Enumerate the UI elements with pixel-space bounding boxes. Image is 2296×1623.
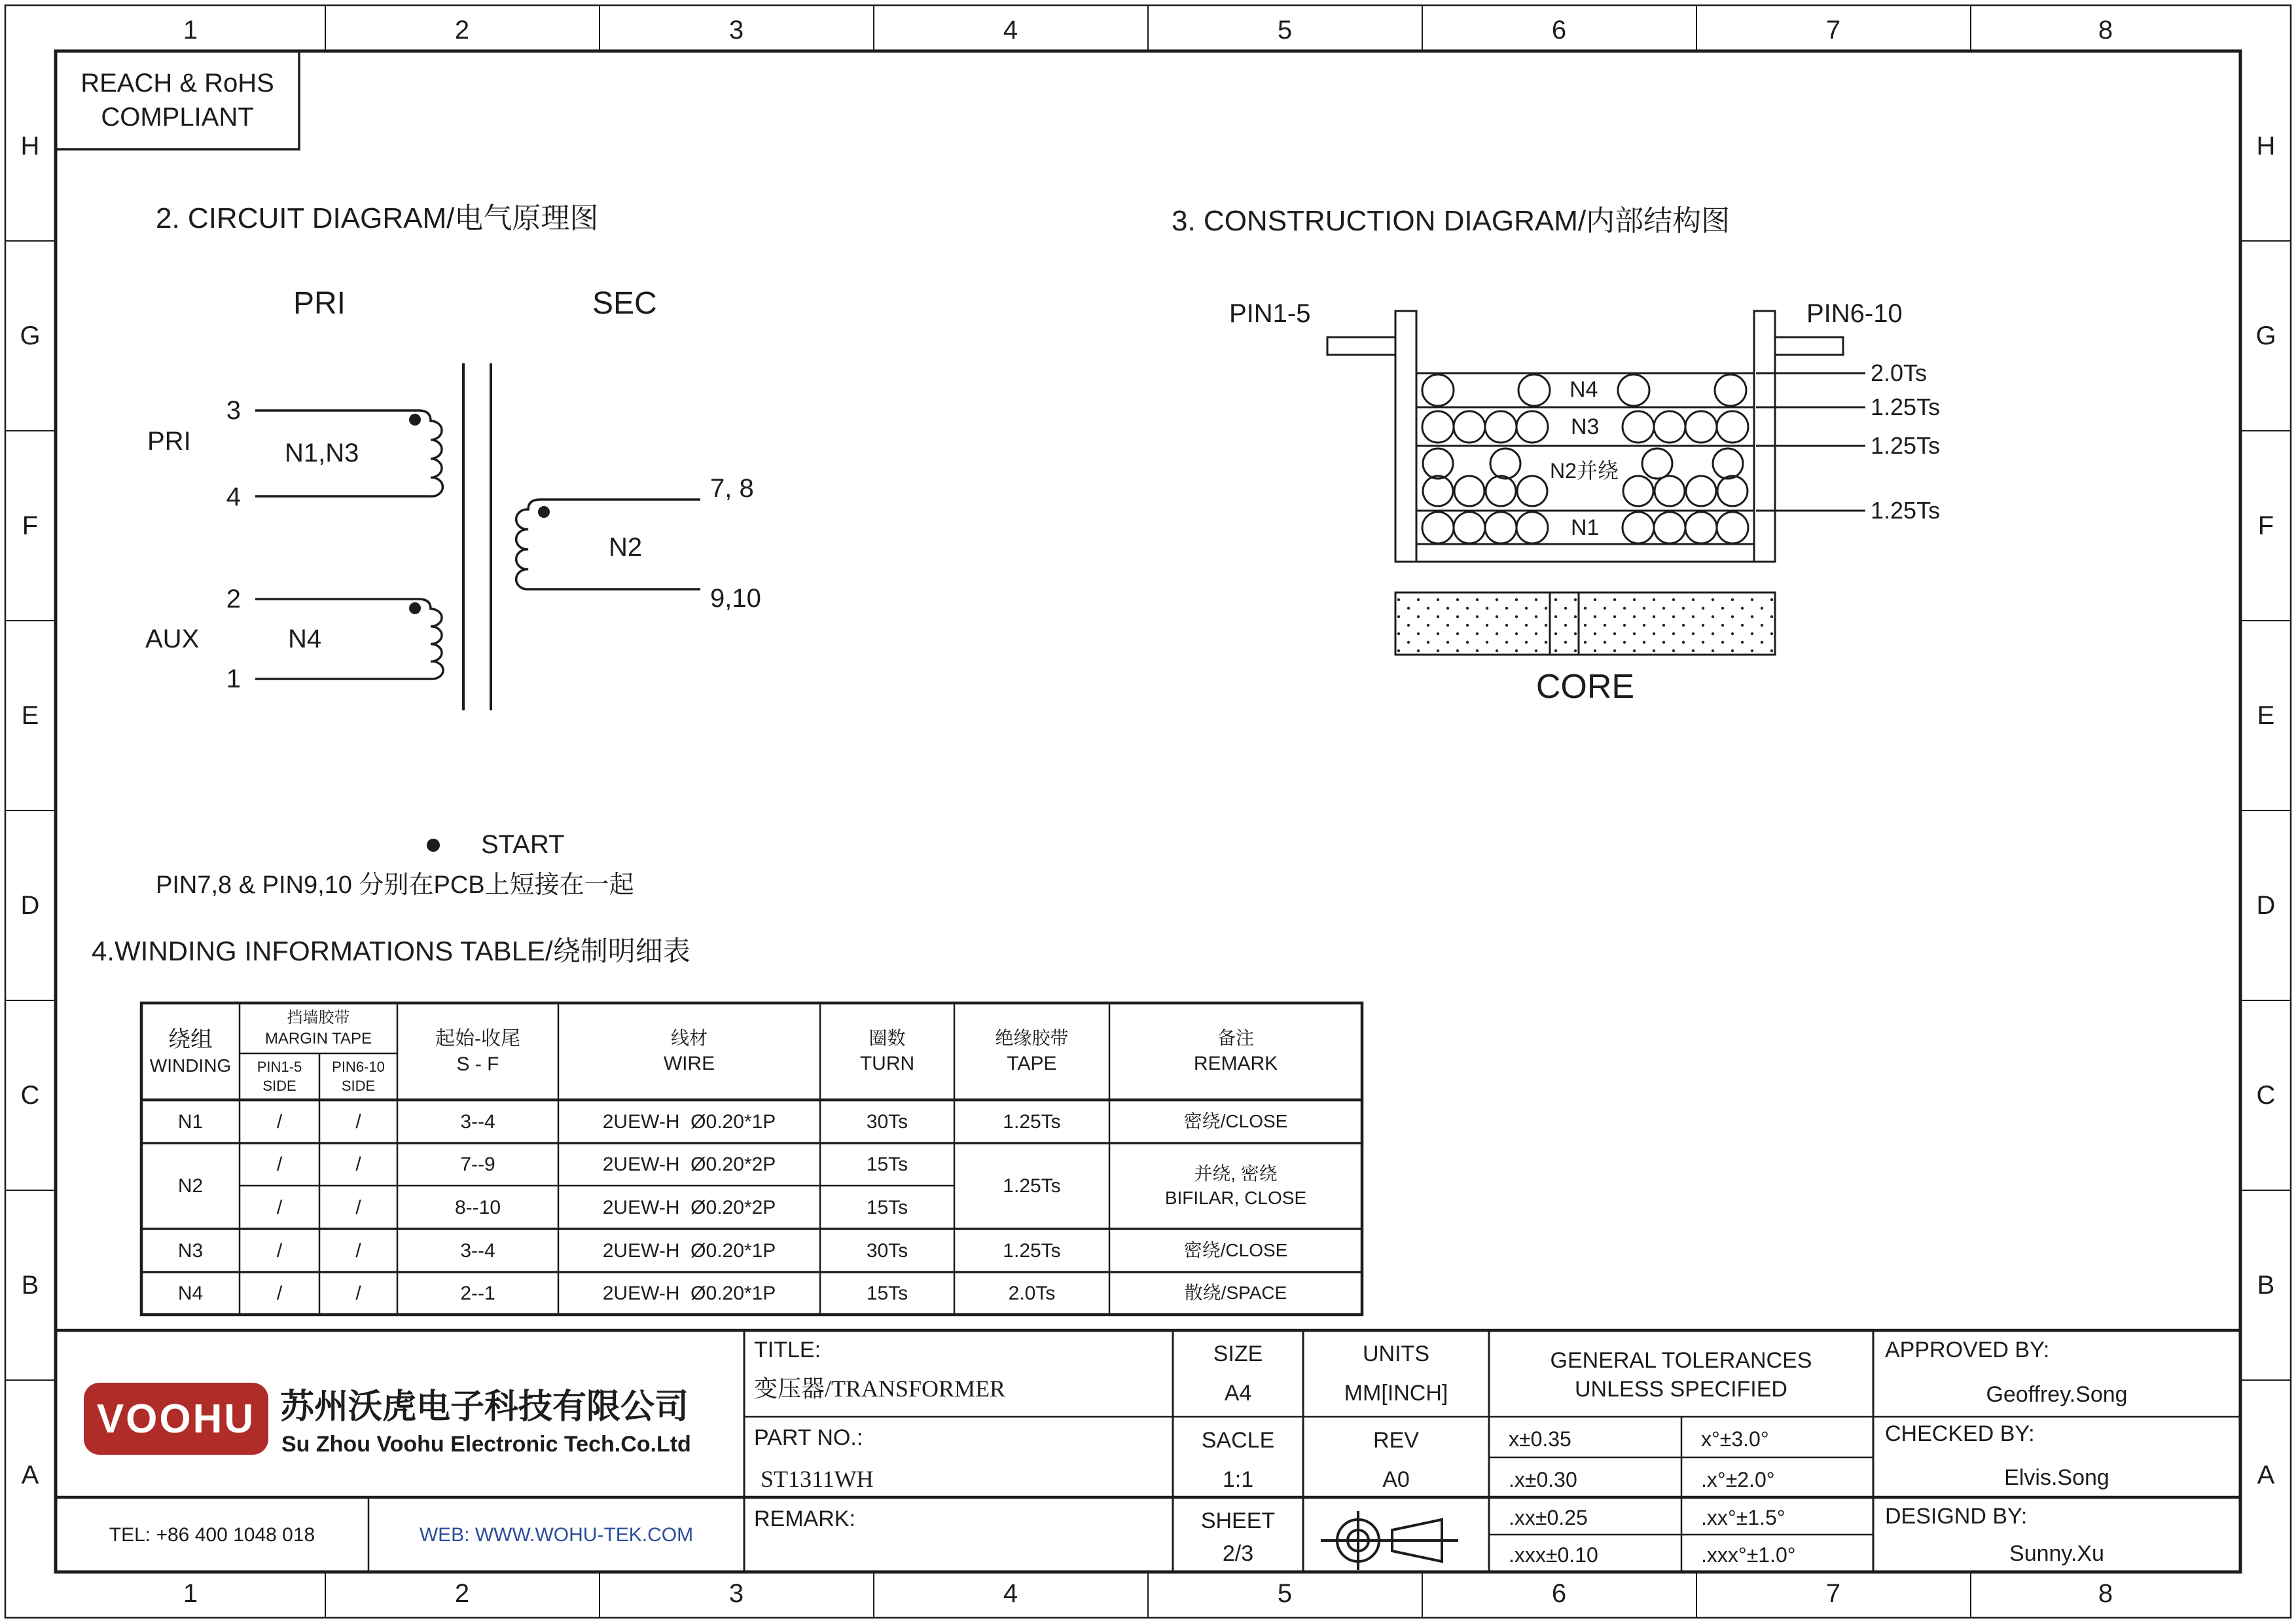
sheet-value: 2/3	[1222, 1541, 1254, 1566]
tolerance-header	[1489, 1336, 1873, 1414]
tol-x1-lin: .x±0.30	[1509, 1468, 1577, 1491]
size-label: SIZE	[1213, 1341, 1263, 1366]
zone-row-d-left: D	[20, 891, 40, 920]
cell-n4-winding: N4	[177, 1283, 204, 1304]
zone-col-2-bottom: 2	[454, 1579, 470, 1608]
th-pin610-l2: SIDE	[341, 1077, 376, 1094]
cell-n2a-sf: 7--9	[460, 1154, 495, 1175]
cell-n1-m610: /	[355, 1110, 361, 1133]
cell-n2-winding: N2	[177, 1175, 204, 1197]
cell-n1-m15: /	[276, 1110, 283, 1133]
zone-col-5-bottom: 5	[1277, 1579, 1293, 1608]
th-margin-tape	[240, 1003, 397, 1053]
cell-n2-remark-en: BIFILAR, CLOSE	[1164, 1187, 1307, 1208]
zone-col-8-bottom: 8	[2098, 1579, 2113, 1608]
zone-row-d-right: D	[2256, 891, 2276, 920]
circuit-sec-header: SEC	[592, 286, 657, 321]
th-tape-cn: 绝缘胶带	[995, 1028, 1069, 1049]
tape-n3n2-label: 1.25Ts	[1871, 432, 1941, 459]
sec-winding-name: N2	[609, 533, 643, 562]
cell-n3-m610: /	[355, 1239, 361, 1262]
compliance-line2: COMPLIANT	[101, 103, 254, 132]
circuit-pri-header: PRI	[293, 286, 346, 321]
zone-row-b-right: B	[2257, 1271, 2275, 1300]
web-cell[interactable]: WEB: WWW.WOHU-TEK.COM	[419, 1523, 694, 1546]
cell-n1-turn: 30Ts	[866, 1110, 908, 1133]
th-sf-en: S - F	[456, 1053, 499, 1075]
th-margin-cn: 挡墙胶带	[287, 1009, 350, 1027]
th-remark-cn: 备注	[1217, 1028, 1254, 1049]
compliance-box	[56, 51, 299, 149]
zone-col-8-top: 8	[2098, 16, 2113, 45]
th-pin610-side	[319, 1053, 397, 1100]
rev-value: A0	[1382, 1467, 1410, 1492]
th-pin15-l1: PIN1-5	[257, 1058, 302, 1075]
zone-row-f-right: F	[2257, 511, 2274, 540]
th-wire-cn: 线材	[670, 1028, 708, 1049]
zone-row-f-left: F	[22, 511, 39, 540]
polarity-dots	[409, 414, 550, 852]
core-label: CORE	[1535, 668, 1635, 706]
voohu-logo	[84, 1383, 268, 1455]
tol-x2-ang: .xx°±1.5°	[1701, 1506, 1785, 1529]
cell-n2b-turn: 15Ts	[866, 1196, 908, 1218]
zone-col-6-top: 6	[1551, 16, 1567, 45]
th-tape-en: TAPE	[1007, 1052, 1057, 1074]
cell-n1-tape: 1.25Ts	[1003, 1110, 1061, 1133]
cell-n2-remark	[1109, 1143, 1362, 1229]
cell-n2a-m15: /	[276, 1154, 283, 1175]
cell-n1-winding: N1	[177, 1110, 204, 1133]
cell-n4-turn: 15Ts	[866, 1283, 908, 1304]
th-sf	[397, 1003, 558, 1100]
zone-col-5-top: 5	[1277, 16, 1293, 45]
tolerance-header-l2: UNLESS SPECIFIED	[1575, 1377, 1787, 1402]
tolerance-header-l1: GENERAL TOLERANCES	[1550, 1347, 1812, 1373]
rev-label: REV	[1373, 1427, 1419, 1453]
designed-by-value: Sunny.Xu	[2009, 1541, 2104, 1566]
cell-n4-m610: /	[355, 1283, 361, 1304]
tape-n4n3-label: 1.25Ts	[1871, 393, 1941, 420]
tel-cell: TEL: +86 400 1048 018	[109, 1523, 315, 1546]
th-winding-cn: 绕组	[168, 1027, 213, 1052]
th-wire-en: WIRE	[663, 1052, 715, 1074]
title-label: TITLE:	[754, 1338, 821, 1362]
cell-n1-remark: 密绕/CLOSE	[1183, 1110, 1288, 1131]
cell-n4-remark: 散绕/SPACE	[1184, 1283, 1287, 1304]
cell-n3-remark: 密绕/CLOSE	[1183, 1239, 1288, 1260]
cell-n1-sf: 3--4	[460, 1110, 495, 1133]
tape-top-label: 2.0Ts	[1871, 359, 1928, 386]
table-section-title: 4.WINDING INFORMATIONS TABLE/绕制明细表	[92, 936, 691, 966]
checked-by-value: Elvis.Song	[2004, 1465, 2109, 1490]
cell-n1-wire: 2UEW-H Ø0.20*1P	[602, 1110, 776, 1133]
zone-row-e-right: E	[2257, 701, 2275, 730]
zone-row-c-right: C	[2256, 1081, 2276, 1110]
pin-4-label: 4	[226, 483, 241, 511]
zone-col-6-bottom: 6	[1551, 1579, 1567, 1608]
checked-by-label: CHECKED BY:	[1885, 1421, 2035, 1446]
th-sf-cn: 起始-收尾	[435, 1028, 520, 1049]
cell-n3-winding: N3	[177, 1239, 204, 1262]
th-turn	[820, 1003, 954, 1100]
aux-group-label: AUX	[145, 625, 200, 653]
cell-n2a-turn: 15Ts	[866, 1154, 908, 1175]
th-turn-en: TURN	[859, 1052, 915, 1074]
pin1-5-label: PIN1-5	[1229, 299, 1311, 328]
layer-n4-label: N4	[1570, 377, 1598, 402]
cell-n2a-wire: 2UEW-H Ø0.20*2P	[602, 1154, 776, 1175]
cell-n4-tape: 2.0Ts	[1008, 1283, 1056, 1304]
voohu-logo-text: VOOHU	[96, 1396, 256, 1442]
zone-col-7-bottom: 7	[1825, 1579, 1841, 1608]
cell-n3-sf: 3--4	[460, 1239, 495, 1262]
units-value: MM[INCH]	[1344, 1380, 1448, 1406]
scale-value: 1:1	[1222, 1467, 1254, 1492]
cell-n2b-wire: 2UEW-H Ø0.20*2P	[602, 1196, 776, 1218]
company-name-cn: 苏州沃虎电子科技有限公司	[280, 1388, 689, 1426]
cell-n4-m15: /	[276, 1283, 283, 1304]
zone-ticks	[5, 5, 2291, 1618]
pri-group-label: PRI	[147, 427, 191, 456]
remark-label: REMARK:	[754, 1506, 855, 1531]
zone-col-2-top: 2	[454, 16, 470, 45]
zone-col-7-top: 7	[1825, 16, 1841, 45]
pin-3-label: 3	[226, 396, 241, 425]
tol-x3-ang: .xxx°±1.0°	[1701, 1543, 1796, 1567]
zone-row-a-right: A	[2257, 1461, 2275, 1489]
circuit-section-title: 2. CIRCUIT DIAGRAM/电气原理图	[156, 202, 599, 234]
zone-col-3-bottom: 3	[728, 1579, 744, 1608]
zone-row-h-right: H	[2256, 132, 2276, 160]
tol-x3-lin: .xxx±0.10	[1509, 1543, 1598, 1567]
aux-winding-name: N4	[288, 625, 322, 653]
cell-n2b-m610: /	[355, 1196, 361, 1218]
cell-n2-tape: 1.25Ts	[1003, 1175, 1061, 1197]
layer-n2-label: N2并绕	[1550, 459, 1619, 483]
zone-row-g-left: G	[20, 321, 41, 350]
zone-col-4-top: 4	[1003, 16, 1018, 45]
cell-n3-turn: 30Ts	[866, 1239, 908, 1262]
units-label: UNITS	[1363, 1341, 1429, 1366]
layer-n3-label: N3	[1571, 414, 1600, 439]
tol-x-lin: x±0.35	[1509, 1427, 1571, 1451]
cell-n4-wire: 2UEW-H Ø0.20*1P	[602, 1283, 776, 1304]
layer-n1-label: N1	[1571, 515, 1600, 540]
tol-x1-ang: .x°±2.0°	[1701, 1468, 1775, 1491]
cell-n3-tape: 1.25Ts	[1003, 1239, 1061, 1262]
th-winding-en: WINDING	[149, 1055, 232, 1076]
title-value: 变压器/TRANSFORMER	[754, 1376, 1006, 1402]
th-margin-en: MARGIN TAPE	[264, 1029, 372, 1048]
construction-section-title: 3. CONSTRUCTION DIAGRAM/内部结构图	[1172, 205, 1731, 237]
zone-row-e-left: E	[21, 701, 39, 730]
zone-col-1-bottom: 1	[183, 1579, 198, 1608]
size-value: A4	[1224, 1380, 1252, 1406]
th-remark-en: REMARK	[1193, 1052, 1278, 1074]
th-pin610-l1: PIN6-10	[332, 1058, 385, 1075]
cell-n3-m15: /	[276, 1239, 283, 1262]
cell-n2b-m15: /	[276, 1196, 283, 1218]
company-name-en: Su Zhou Voohu Electronic Tech.Co.Ltd	[281, 1432, 691, 1457]
th-winding	[141, 1003, 240, 1100]
compliance-line1: REACH & RoHS	[81, 69, 274, 98]
zone-row-h-left: H	[20, 132, 40, 160]
th-tape	[954, 1003, 1109, 1100]
pin-910-label: 9,10	[710, 584, 761, 613]
approved-by-label: APPROVED BY:	[1885, 1338, 2050, 1362]
part-no-value: ST1311WH	[761, 1466, 874, 1492]
th-wire	[558, 1003, 820, 1100]
circuit-note: PIN7,8 & PIN9,10 分别在PCB上短接在一起	[156, 871, 634, 899]
th-remark	[1109, 1003, 1362, 1100]
tape-n2n1-label: 1.25Ts	[1871, 497, 1941, 524]
pin6-10-label: PIN6-10	[1806, 299, 1903, 328]
pin-78-label: 7, 8	[710, 474, 754, 503]
outer-border	[5, 5, 2291, 1618]
cell-n2a-m610: /	[355, 1154, 361, 1175]
cell-n4-sf: 2--1	[460, 1283, 495, 1304]
start-legend-label: START	[481, 830, 565, 859]
th-pin15-l2: SIDE	[262, 1077, 296, 1094]
sheet-label: SHEET	[1200, 1508, 1276, 1533]
cell-n2b-sf: 8--10	[454, 1196, 501, 1218]
zone-row-c-left: C	[20, 1081, 40, 1110]
part-no-label: PART NO.:	[754, 1425, 863, 1450]
pin-1-label: 1	[226, 665, 241, 693]
cell-n3-wire: 2UEW-H Ø0.20*1P	[602, 1239, 776, 1262]
tol-x-ang: x°±3.0°	[1701, 1427, 1769, 1451]
th-turn-cn: 圈数	[869, 1028, 906, 1049]
projection-symbol	[1321, 1511, 1458, 1570]
zone-row-b-left: B	[21, 1271, 39, 1300]
pri-winding-name: N1,N3	[285, 439, 359, 467]
zone-col-1-top: 1	[183, 16, 198, 45]
cell-n2-remark-cn: 并绕, 密绕	[1194, 1163, 1278, 1184]
tol-x2-lin: .xx±0.25	[1509, 1506, 1588, 1529]
zone-row-a-left: A	[21, 1461, 39, 1489]
zone-col-4-bottom: 4	[1003, 1579, 1018, 1608]
th-pin15-side	[240, 1053, 319, 1100]
approved-by-value: Geoffrey.Song	[1986, 1381, 2128, 1407]
zone-row-g-right: G	[2255, 321, 2276, 350]
designed-by-label: DESIGND BY:	[1885, 1504, 2028, 1529]
pin-2-label: 2	[226, 585, 241, 613]
scale-label: SACLE	[1201, 1427, 1275, 1453]
zone-col-3-top: 3	[728, 16, 744, 45]
